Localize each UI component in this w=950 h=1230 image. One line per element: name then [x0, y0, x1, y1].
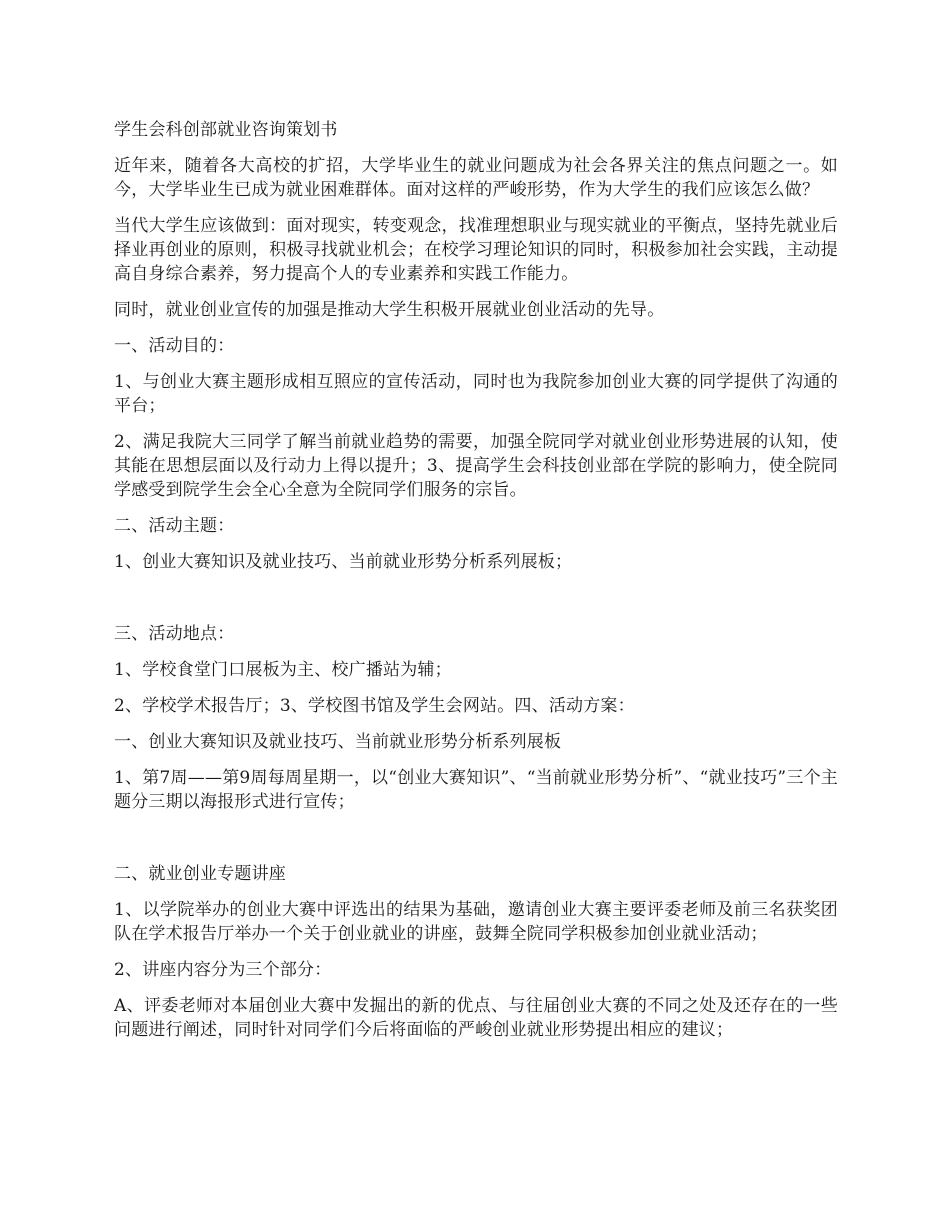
plan-heading-2: 二、就业创业专题讲座 — [114, 864, 286, 884]
plan-heading-1: 一、创业大赛知识及就业技巧、当前就业形势分析系列展板 — [114, 732, 562, 752]
heading-location: 三、活动地点： — [114, 624, 235, 644]
paragraph-intro: 近年来，随着各大高校的扩招，大学毕业生的就业问题成为社会各界关注的焦点问题之一。如今，大学毕业生已成为就业困难群体。面对这样的严峻形势，作为大学生的我们应该怎么做？ — [114, 156, 838, 200]
paragraph-promotion: 同时，就业创业宣传的加强是推动大学生积极开展就业创业活动的先导。 — [114, 300, 665, 320]
document-page — [114, 118, 838, 1054]
plan-2-item-1: 1、以学院举办的创业大赛中评选出的结果为基础，邀请创业大赛主要评委老师及前三名获奖团队在学术报告厅举办一个关于创业就业的讲座，鼓舞全院同学积极参加创业就业活动； — [114, 900, 838, 944]
theme-item-1: 1、创业大赛知识及就业技巧、当前就业形势分析系列展板； — [114, 552, 573, 572]
heading-purpose: 一、活动目的： — [114, 336, 235, 356]
document-title: 学生会科创部就业咨询策划书 — [114, 120, 338, 140]
plan-1-item-1: 1、第7周——第9周每周星期一，以“创业大赛知识”、“当前就业形势分析”、“就业技巧”三个主题分三期以海报形式进行宣传； — [114, 768, 838, 812]
plan-2-item-2: 2、讲座内容分为三个部分： — [114, 960, 332, 980]
paragraph-students-should: 当代大学生应该做到：面对现实，转变观念，找准理想职业与现实就业的平衡点，坚持先就业后择业再创业的原则，积极寻找就业机会；在校学习理论知识的同时，积极参加社会实践，主动提高自身综合素养，努力提高个人的专业素养和实践工作能力。 — [114, 216, 838, 284]
plan-2-item-a: A、评委老师对本届创业大赛中发掘出的新的优点、与往届创业大赛的不同之处及还存在的一些问题进行阐述，同时针对同学们今后将面临的严峻创业就业形势提出相应的建议； — [114, 996, 838, 1040]
purpose-item-2-3: 2、满足我院大三同学了解当前就业趋势的需要，加强全院同学对就业创业形势进展的认知，使其能在思想层面以及行动力上得以提升；3、提高学生会科技创业部在学院的影响力，使全院同学感受到院学生会全心全意为全院同学们服务的宗旨。 — [114, 432, 838, 500]
location-item-1: 1、学校食堂门口展板为主、校广播站为辅； — [114, 660, 452, 680]
location-item-2-3: 2、学校学术报告厅；3、学校图书馆及学生会网站。四、活动方案： — [114, 696, 635, 716]
heading-theme: 二、活动主题： — [114, 516, 235, 536]
purpose-item-1: 1、与创业大赛主题形成相互照应的宣传活动，同时也为我院参加创业大赛的同学提供了沟通的平台； — [114, 372, 838, 416]
